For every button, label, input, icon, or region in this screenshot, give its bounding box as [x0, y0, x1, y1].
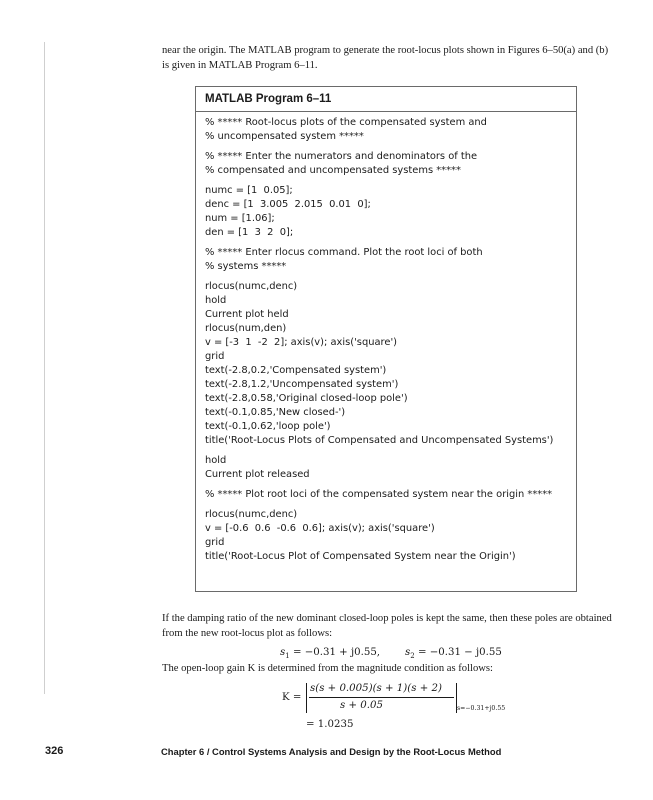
code-group — [205, 246, 572, 274]
code-line: % ***** Plot root loci of the compensated system near the origin ***** — [205, 489, 553, 500]
code-line: grid — [205, 351, 225, 362]
gain-paragraph: The open-loop gain K is determined from the magnitude condition as follows: — [162, 663, 493, 674]
code-line: text(-0.1,0.85,'New closed-') — [205, 407, 346, 418]
fraction-bar — [309, 697, 454, 698]
pole-s1 — [280, 647, 380, 660]
code-line: Current plot held — [205, 309, 289, 320]
code-line: Current plot released — [205, 469, 310, 480]
code-line: text(-2.8,0.2,'Compensated system') — [205, 365, 387, 376]
code-line: % uncompensated system ***** — [205, 131, 364, 142]
damping-paragraph: If the damping ratio of the new dominant closed-loop poles is kept the same, then these poles are obtained from the new root-locus plot as follows: — [162, 613, 612, 639]
code-line: text(-2.8,0.58,'Original closed-loop pole') — [205, 393, 408, 404]
code-line: rlocus(num,den) — [205, 323, 287, 334]
code-line: % systems ***** — [205, 261, 287, 272]
code-line: rlocus(numc,denc) — [205, 509, 298, 520]
code-line: den = [1 3 2 0]; — [205, 227, 294, 238]
code-line: denc = [1 3.005 2.015 0.01 0]; — [205, 199, 371, 210]
code-line: % ***** Enter rlocus command. Plot the root loci of both — [205, 247, 483, 258]
pole-s2 — [405, 647, 502, 660]
code-line: rlocus(numc,denc) — [205, 281, 298, 292]
code-line: v = [-0.6 0.6 -0.6 0.6]; axis(v); axis('square') — [205, 523, 435, 534]
margin-rule — [44, 42, 45, 694]
code-line: % ***** Enter the numerators and denominators of the — [205, 151, 478, 162]
code-group — [205, 508, 572, 564]
code-group — [205, 150, 572, 178]
code-line: v = [-3 1 -2 2]; axis(v); axis('square') — [205, 337, 398, 348]
code-line: % ***** Root-locus plots of the compensated system and — [205, 117, 487, 128]
program-code — [205, 111, 572, 564]
gain-numerator: s(s + 0.005)(s + 1)(s + 2) — [310, 683, 442, 694]
matlab-program-box — [195, 86, 577, 592]
code-group — [205, 280, 572, 448]
code-line: hold — [205, 295, 227, 306]
code-line: numc = [1 0.05]; — [205, 185, 293, 196]
code-line: grid — [205, 537, 225, 548]
code-group — [205, 488, 572, 502]
gain-result: = 1.0235 — [306, 719, 354, 730]
program-title: MATLAB Program 6–11 — [196, 87, 576, 112]
code-line: text(-0.1,0.62,'loop pole') — [205, 421, 331, 432]
s2-value: = −0.31 − j0.55 — [417, 647, 502, 658]
code-group — [205, 454, 572, 482]
code-line: num = [1.06]; — [205, 213, 275, 224]
gain-evaluation-point: s=−0.31+j0.55 — [457, 705, 506, 712]
gain-denominator: s + 0.05 — [340, 700, 383, 711]
page-number: 326 — [45, 745, 64, 757]
abs-bar-left — [306, 683, 307, 713]
s2-symbol: s — [405, 647, 411, 658]
intro-paragraph: near the origin. The MATLAB program to generate the root-locus plots shown in Figures 6–50(a) and (b) is given in MATLAB Program 6–11. — [162, 45, 609, 71]
code-line: title('Root-Locus Plots of Compensated and Uncompensated Systems') — [205, 435, 554, 446]
code-line: hold — [205, 455, 227, 466]
s1-value: = −0.31 + j0.55, — [292, 647, 381, 658]
s1-symbol: s — [280, 647, 286, 658]
code-line: text(-2.8,1.2,'Uncompensated system') — [205, 379, 399, 390]
code-line: title('Root-Locus Plot of Compensated System near the Origin') — [205, 551, 516, 562]
s1-subscript: 1 — [285, 652, 290, 661]
code-group — [205, 116, 572, 144]
s2-subscript: 2 — [410, 652, 415, 661]
code-line: % compensated and uncompensated systems ***** — [205, 165, 461, 176]
gain-lhs: K = — [282, 692, 302, 703]
chapter-title: Chapter 6 / Control Systems Analysis and Design by the Root-Locus Method — [161, 746, 502, 757]
code-group — [205, 184, 572, 240]
